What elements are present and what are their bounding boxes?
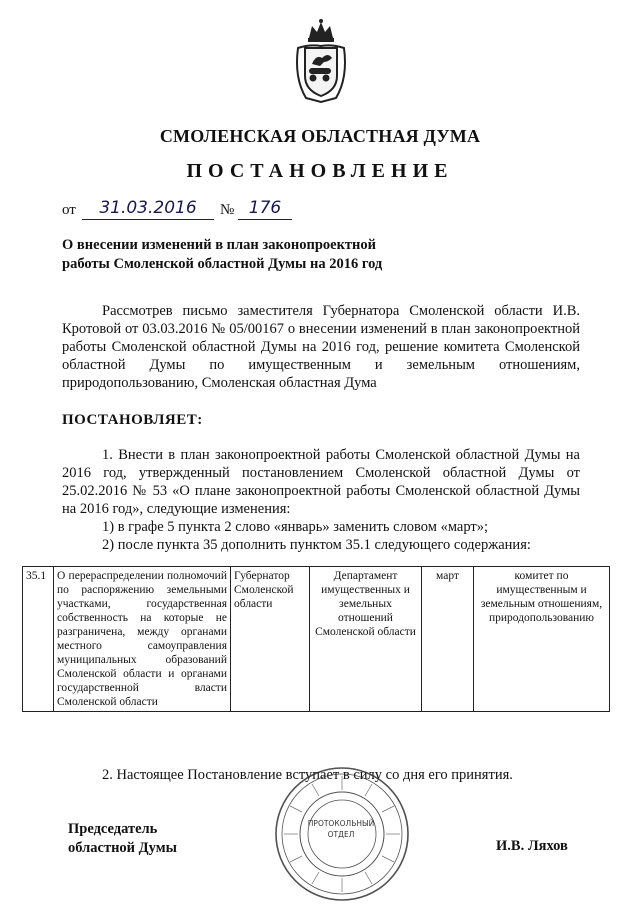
resolve-heading: ПОСТАНОВЛЯЕТ: bbox=[62, 412, 203, 428]
seal-text-line: ОТДЕЛ bbox=[327, 830, 355, 839]
organization-title: СМОЛЕНСКАЯ ОБЛАСТНАЯ ДУМА bbox=[159, 126, 481, 146]
document-subject bbox=[62, 236, 422, 274]
subclause-2-paragraph: 2) после пункта 35 дополнить пунктом 35.1 следующего содержания: bbox=[102, 537, 531, 553]
handwritten-number: 176 bbox=[238, 197, 292, 220]
item-committee-cell: комитет по имущественным и земельным отношениям, природопользованию bbox=[474, 567, 610, 712]
subject-line: О внесении изменений в план законопроектной bbox=[62, 237, 377, 253]
signatory-title-line: Председатель bbox=[68, 821, 158, 837]
plan-item-table bbox=[22, 566, 610, 712]
seal-text-line: ПРОТОКОЛЬНЫЙ bbox=[307, 819, 375, 828]
item-responsible-cell: Департамент имущественных и земельных отношений Смоленской области bbox=[310, 567, 422, 712]
clause-2-paragraph: 2. Настоящее Постановление вступает в силу со дня его принятия. bbox=[102, 767, 513, 783]
signatory-title bbox=[68, 820, 177, 858]
preamble-paragraph: Рассмотрев письмо заместителя Губернатора Смоленской области И.В. Кротовой от 03.03.2016 № 05/00167 о внесении изменений в план законопроектной работы Смоленской областной Думы на 2016 год, решение комитета Смоленской областной Думы по имущественным и земельным отношениям, природопользованию, Смоленская областная Дума bbox=[62, 303, 580, 391]
item-author-cell: Губернатор Смоленской области bbox=[231, 567, 310, 712]
smolensk-coat-of-arms-icon bbox=[292, 18, 350, 104]
handwritten-date: 31.03.2016 bbox=[82, 197, 214, 220]
date-number-line bbox=[62, 198, 362, 222]
date-label: от bbox=[62, 202, 76, 218]
clause-1-paragraph: 1. Внести в план законопроектной работы Смоленской областной Думы на 2016 год, утвержденный постановлением Смоленской областной Думы от 25.02.2016 № 53 «О плане законопроектной работы Смоленской областной Думы на 2016 год», следующие изменения: bbox=[62, 447, 580, 517]
seal-center-text bbox=[304, 818, 378, 840]
item-term-cell: март bbox=[422, 567, 474, 712]
signatory-name: И.В. Ляхов bbox=[496, 838, 568, 854]
item-number-cell: 35.1 bbox=[23, 567, 54, 712]
subject-line: работы Смоленской областной Думы на 2016 год bbox=[62, 256, 383, 272]
signatory-title-line: областной Думы bbox=[68, 840, 177, 856]
subclause-1-paragraph: 1) в графе 5 пункта 2 слово «январь» заменить словом «март»; bbox=[102, 519, 489, 535]
document-type-heading: ПОСТАНОВЛЕНИЕ bbox=[186, 160, 454, 182]
number-label: № bbox=[220, 202, 235, 218]
table-row bbox=[23, 567, 610, 712]
item-name-cell: О перераспределении полномочий по распоряжению земельными участками, государственная собственность на которые не разграничена, между органами местного самоуправления муниципальных образований Смоленской области и органами государственной власти Смоленской области bbox=[54, 567, 231, 712]
